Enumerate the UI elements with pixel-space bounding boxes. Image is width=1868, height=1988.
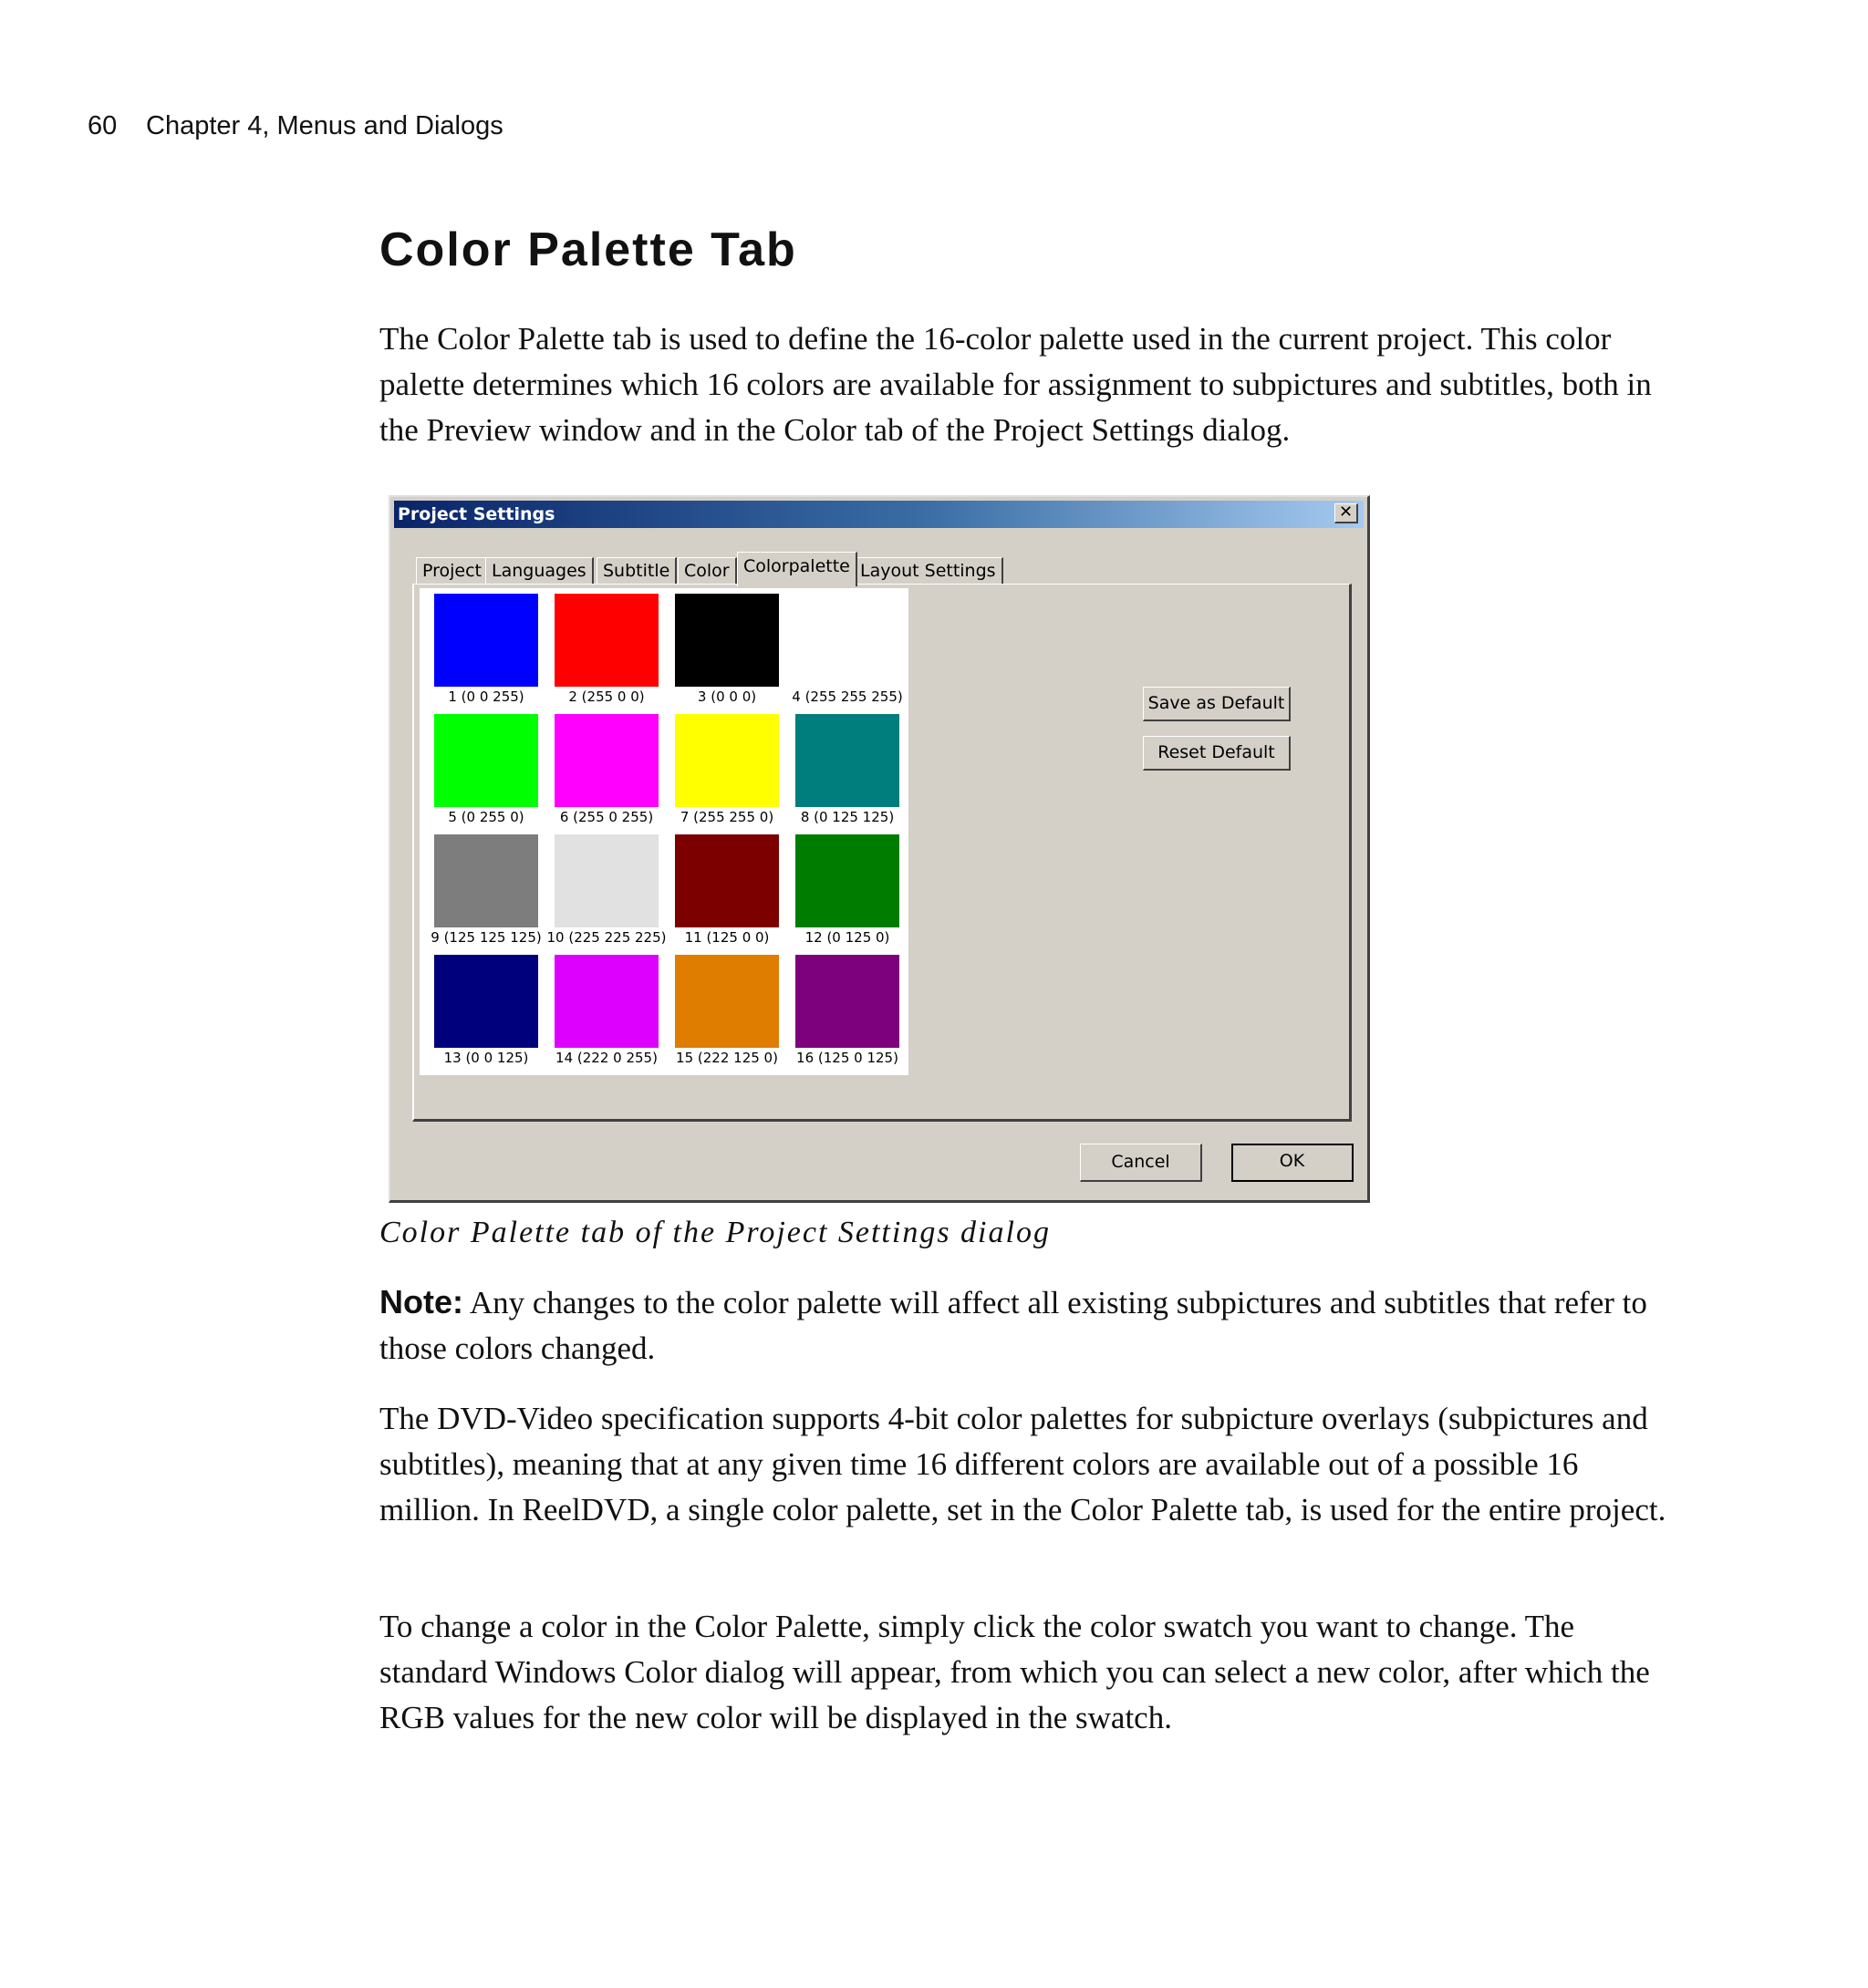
note-text: Any changes to the color palette will affect all existing subpictures and subtitles that refer to those colors changed. — [379, 1285, 1647, 1366]
swatch-15[interactable] — [660, 949, 781, 1070]
reset-default-button[interactable]: Reset Default — [1143, 736, 1291, 771]
swatch-chip[interactable] — [795, 594, 899, 687]
swatch-12[interactable] — [781, 829, 901, 949]
swatch-chip[interactable] — [434, 714, 538, 807]
swatch-label: 6 (255 0 255) — [559, 809, 654, 825]
swatch-chip[interactable] — [795, 714, 899, 807]
save-as-default-button[interactable]: Save as Default — [1143, 687, 1291, 721]
tab-colorpalette[interactable]: Colorpalette — [737, 552, 857, 586]
swatch-chip[interactable] — [675, 714, 779, 807]
page-number: 60 — [88, 111, 118, 140]
swatch-3[interactable] — [660, 588, 781, 709]
swatch-chip[interactable] — [675, 594, 779, 687]
colorpalette-panel — [412, 584, 1352, 1122]
swatch-label: 1 (0 0 255) — [448, 689, 524, 705]
swatch-chip[interactable] — [434, 594, 538, 687]
swatch-8[interactable] — [781, 709, 901, 829]
tab-project[interactable]: Project — [416, 557, 489, 585]
swatch-4[interactable] — [781, 588, 901, 709]
swatch-label: 10 (225 225 225) — [546, 929, 667, 946]
swatch-label: 11 (125 0 0) — [684, 929, 770, 946]
project-settings-dialog — [389, 495, 1370, 1203]
swatch-chip[interactable] — [675, 834, 779, 927]
tab-layout-settings[interactable]: Layout Settings — [854, 557, 1003, 585]
swatch-label: 16 (125 0 125) — [796, 1050, 898, 1066]
swatch-chip[interactable] — [555, 955, 659, 1048]
swatch-chip[interactable] — [555, 594, 659, 687]
swatch-11[interactable] — [660, 829, 781, 949]
tab-subtitle[interactable]: Subtitle — [597, 557, 677, 585]
swatch-2[interactable] — [540, 588, 660, 709]
change-color-paragraph: To change a color in the Color Palette, simply click the color swatch you want to change. The standard Windows Color dialog will appear, from which you can select a new color, after which the RGB values for the new color will be displayed in the swatch. — [379, 1609, 1650, 1735]
swatch-label: 7 (255 255 0) — [680, 809, 774, 825]
running-head — [88, 108, 503, 144]
swatch-label: 2 (255 0 0) — [568, 689, 645, 705]
swatch-7[interactable] — [660, 709, 781, 829]
dialog-titlebar — [394, 501, 1364, 528]
tab-color[interactable]: Color — [678, 557, 737, 585]
swatch-label: 13 (0 0 125) — [443, 1050, 529, 1066]
swatch-chip[interactable] — [555, 714, 659, 807]
swatch-13[interactable] — [420, 949, 540, 1070]
swatch-10[interactable] — [540, 829, 667, 949]
swatch-label: 8 (0 125 125) — [800, 809, 895, 825]
swatch-chip[interactable] — [555, 834, 659, 927]
ok-button[interactable]: OK — [1231, 1144, 1354, 1182]
swatch-6[interactable] — [540, 709, 660, 829]
dvd-spec-paragraph: The DVD-Video specification supports 4-bit color palettes for subpicture overlays (subpictures and subtitles), meaning that at any given time 16 different colors are available out of a possible 16 million. In ReelDVD, a single color palette, set in the Color Palette tab, is used for the entire project. — [379, 1401, 1666, 1527]
swatch-16[interactable] — [781, 949, 901, 1070]
dialog-title: Project Settings — [398, 504, 555, 524]
cancel-button[interactable]: Cancel — [1080, 1144, 1202, 1182]
note-label: Note: — [379, 1283, 463, 1320]
swatch-chip[interactable] — [795, 834, 899, 927]
close-icon[interactable]: ✕ — [1334, 503, 1358, 523]
swatch-5[interactable] — [420, 709, 540, 829]
swatch-1[interactable] — [420, 588, 540, 709]
swatch-label: 12 (0 125 0) — [804, 929, 890, 946]
note-paragraph — [379, 1279, 1678, 1372]
swatch-label: 5 (0 255 0) — [448, 809, 524, 825]
section-title: Color Palette Tab — [379, 223, 797, 276]
swatch-chip[interactable] — [795, 955, 899, 1048]
swatch-9[interactable] — [420, 829, 540, 949]
intro-paragraph: The Color Palette tab is used to define the 16-color palette used in the current project. This color palette determines which 16 colors are available for assignment to subpictures and subtitles, both in the Preview window and in the Color tab of the Project Settings dialog. — [379, 321, 1652, 448]
swatch-label: 9 (125 125 125) — [431, 929, 542, 946]
swatch-grid — [420, 588, 908, 1075]
tab-languages[interactable]: Languages — [485, 557, 594, 585]
swatch-label: 4 (255 255 255) — [792, 689, 903, 705]
chapter-title: Chapter 4, Menus and Dialogs — [146, 111, 503, 140]
swatch-label: 3 (0 0 0) — [697, 689, 757, 705]
swatch-chip[interactable] — [675, 955, 779, 1048]
figure-caption: Color Palette tab of the Project Settings dialog — [379, 1216, 1051, 1249]
swatch-14[interactable] — [540, 949, 660, 1070]
swatch-chip[interactable] — [434, 955, 538, 1048]
swatch-label: 15 (222 125 0) — [676, 1050, 778, 1066]
swatch-chip[interactable] — [434, 834, 538, 927]
swatch-label: 14 (222 0 255) — [555, 1050, 658, 1066]
